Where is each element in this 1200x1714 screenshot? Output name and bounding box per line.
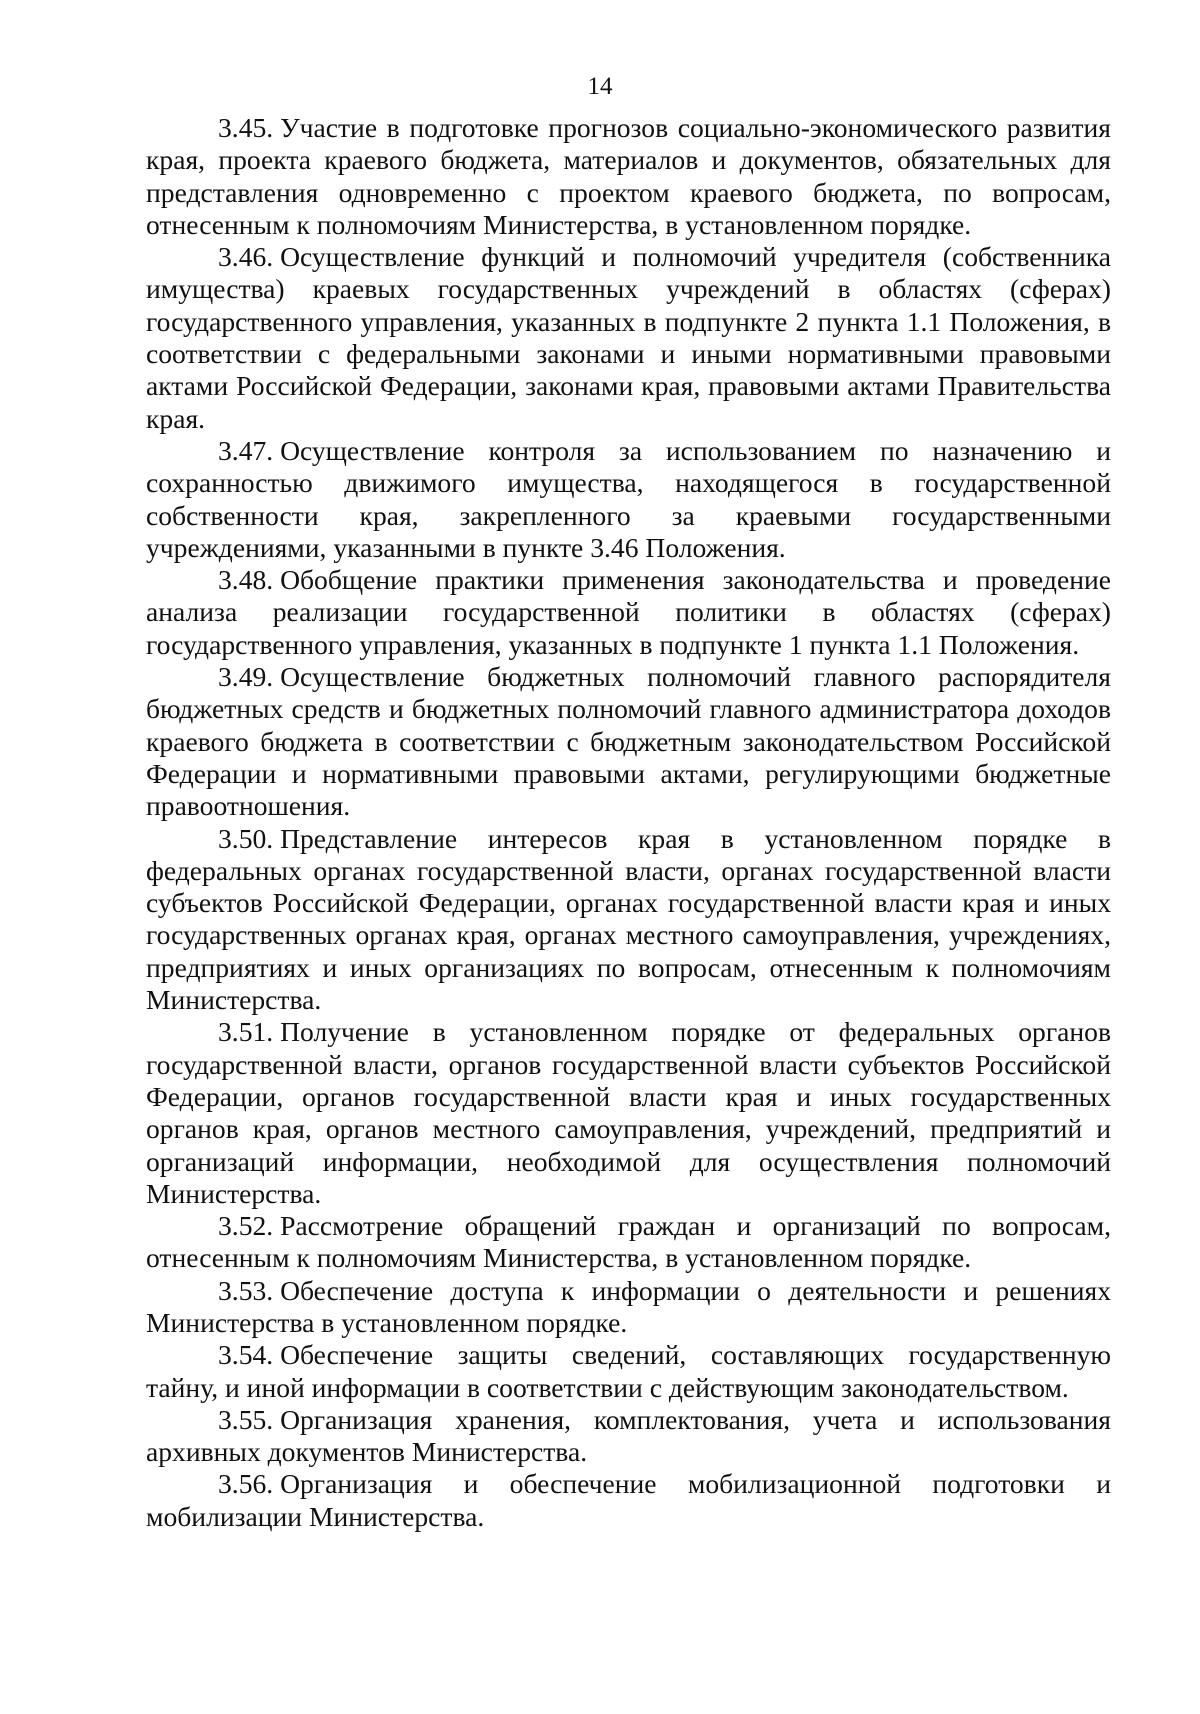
document-body <box>146 112 1111 1533</box>
paragraph-text: Осуществление бюджетных полномочий главного распорядителя бюджетных средств и бюджетных полномочий главного администратора доходов краевого бюджета в соответствии с бюджетным законодательством Российской Федерации и нормативными правовыми актами, регулирующими бюджетные правоотношения. <box>146 661 1111 822</box>
paragraph-number: 3.47. <box>218 434 274 466</box>
paragraph-number: 3.46. <box>218 241 274 273</box>
paragraph-number: 3.54. <box>218 1339 274 1371</box>
paragraph-3-47 <box>146 435 1111 564</box>
paragraph-text: Рассмотрение обращений граждан и организаций по вопросам, отнесенным к полномочиям Министерства, в установленном порядке. <box>146 1210 1111 1274</box>
paragraph-text: Обеспечение доступа к информации о деятельности и решениях Министерства в установленном порядке. <box>146 1274 1111 1338</box>
paragraph-number: 3.52. <box>218 1210 274 1242</box>
paragraph-3-56 <box>146 1468 1111 1533</box>
paragraph-3-53 <box>146 1275 1111 1340</box>
paragraph-text: Представление интересов края в установленном порядке в федеральных органах государственной власти, органах государственной власти субъектов Российской Федерации, органах государственной власти края и иных государственных органах края, органах местного самоуправления, учреждениях, предприятиях и иных организациях по вопросам, отнесенным к полномочиям Министерства. <box>146 822 1111 1016</box>
paragraph-text: Участие в подготовке прогнозов социально-экономического развития края, проекта краевого бюджета, материалов и документов, обязательных для представления одновременно с проектом краевого бюджета, по вопросам, отнесенным к полномочиям Министерства, в установленном порядке. <box>146 112 1111 240</box>
paragraph-3-52 <box>146 1210 1111 1275</box>
paragraph-number: 3.45. <box>218 112 274 143</box>
paragraph-number: 3.48. <box>218 564 274 596</box>
paragraph-number: 3.49. <box>218 661 274 693</box>
paragraph-text: Осуществление контроля за использованием по назначению и сохранностью движимого имущества, находящегося в государственной собственности края, закрепленного за краевыми государственными учреждениями, указанными в пункте 3.46 Положения. <box>146 434 1111 563</box>
paragraph-3-48 <box>146 564 1111 661</box>
paragraph-number: 3.56. <box>218 1468 274 1500</box>
page-number: 14 <box>587 73 613 100</box>
paragraph-text: Осуществление функций и полномочий учредителя (собственника имущества) краевых государственных учреждений в областях (сферах) государственного управления, указанных в подпункте 2 пункта 1.1 Положения, в соответствии с федеральными законами и иными нормативными правовыми актами Российской Федерации, законами края, правовыми актами Правительства края. <box>146 241 1111 434</box>
paragraph-3-55 <box>146 1404 1111 1469</box>
paragraph-3-50 <box>146 823 1111 1017</box>
paragraph-number: 3.51. <box>218 1016 274 1048</box>
paragraph-text: Получение в установленном порядке от федеральных органов государственной власти, органов государственной власти субъектов Российской Федерации, органов государственной власти края и иных государственных органов края, органов местного самоуправления, учреждений, предприятий и организаций информации, необходимой для осуществления полномочий Министерства. <box>146 1016 1111 1209</box>
paragraph-3-45 <box>146 112 1111 241</box>
paragraph-number: 3.50. <box>218 822 274 854</box>
paragraph-number: 3.53. <box>218 1274 274 1306</box>
paragraph-text: Организация и обеспечение мобилизационной подготовки и мобилизации Министерства. <box>146 1468 1111 1532</box>
paragraph-text: Обобщение практики применения законодательства и проведение анализа реализации государственной политики в областях (сферах) государственного управления, указанных в подпункте 1 пункта 1.1 Положения. <box>146 564 1111 660</box>
paragraph-text: Обеспечение защиты сведений, составляющих государственную тайну, и иной информации в соответствии с действующим законодательством. <box>146 1339 1111 1403</box>
paragraph-number: 3.55. <box>218 1403 274 1435</box>
paragraph-3-54 <box>146 1339 1111 1404</box>
paragraph-3-49 <box>146 661 1111 822</box>
paragraph-text: Организация хранения, комплектования, учета и использования архивных документов Министерства. <box>146 1403 1111 1468</box>
paragraph-3-51 <box>146 1016 1111 1210</box>
paragraph-3-46 <box>146 241 1111 435</box>
